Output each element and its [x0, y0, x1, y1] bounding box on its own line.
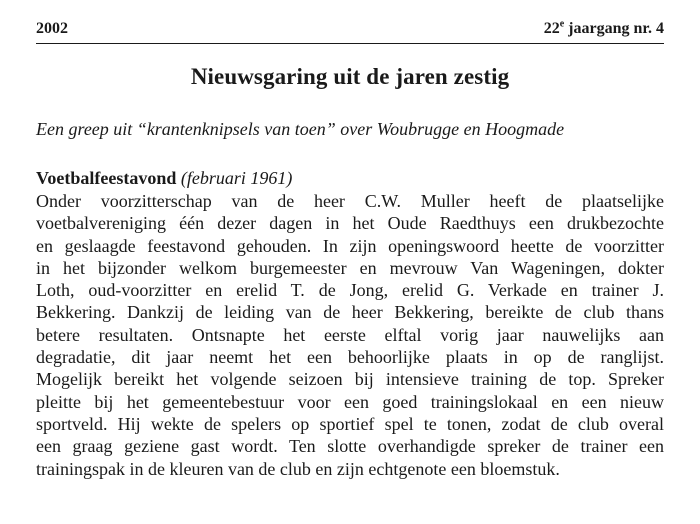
header-rule	[36, 43, 664, 44]
article-heading-name: Voetbalfeestavond	[36, 168, 177, 188]
article-line: een graag geziene gast wordt. Ten slotte overhandigde spreker de trainer een	[36, 436, 664, 457]
article-line: in het bijzonder welkom burgemeester en mevrouw Van Wageningen, dokter	[36, 257, 664, 278]
article-line: Bekkering. Dankzij de leiding van de heer Bekkering, bereikte de club thans	[36, 302, 664, 323]
header-year: 2002	[36, 20, 68, 37]
page-header	[36, 20, 664, 40]
article-line: en geslaagde feestavond gehouden. In zijn openingswoord heette de voorzitter	[36, 235, 664, 256]
article-line: Onder voorzitterschap van de heer C.W. Muller heeft de plaatselijke	[36, 191, 664, 211]
header-issue	[544, 20, 664, 38]
issue-rest: jaargang nr. 4	[564, 20, 664, 37]
article-line: Mogelijk bereikt het volgende seizoen bij intensieve training de top. Spreker	[36, 369, 664, 390]
page-subtitle: Een greep uit “krantenknipsels van toen” over Woubrugge en Hoogmade	[36, 119, 565, 139]
article-line: voetbalvereniging één dezer dagen in het Oude Raedthuys een drukbezochte	[36, 213, 664, 234]
article-heading-date: (februari 1961)	[180, 168, 293, 188]
issue-suffix: e	[559, 18, 565, 30]
page-title: Nieuwsgaring uit de jaren zestig	[190, 64, 510, 89]
article-line: betere resultaten. Ontsnapte het eerste elftal vorig jaar nauwelijks aan	[36, 324, 664, 345]
article-body	[36, 190, 664, 480]
article-line: sportveld. Hij wekte de spelers op sportief spel te tonen, zodat de club overal	[36, 413, 664, 434]
article-line: pleitte bij het gemeentebestuur voor een goed trainingslokaal en een nieuw	[36, 391, 664, 412]
article-heading	[36, 168, 292, 189]
issue-number: 22	[543, 20, 560, 37]
article-line: trainingspak in de kleuren van de club en zijn echtgenote een bloemstuk.	[36, 458, 560, 479]
article-line: degradatie, dit jaar neemt het een behoorlijke plaats in op de ranglijst.	[36, 347, 664, 368]
article-line: Loth, oud-voorzitter en erelid T. de Jong, erelid G. Verkade en trainer J.	[36, 280, 664, 301]
